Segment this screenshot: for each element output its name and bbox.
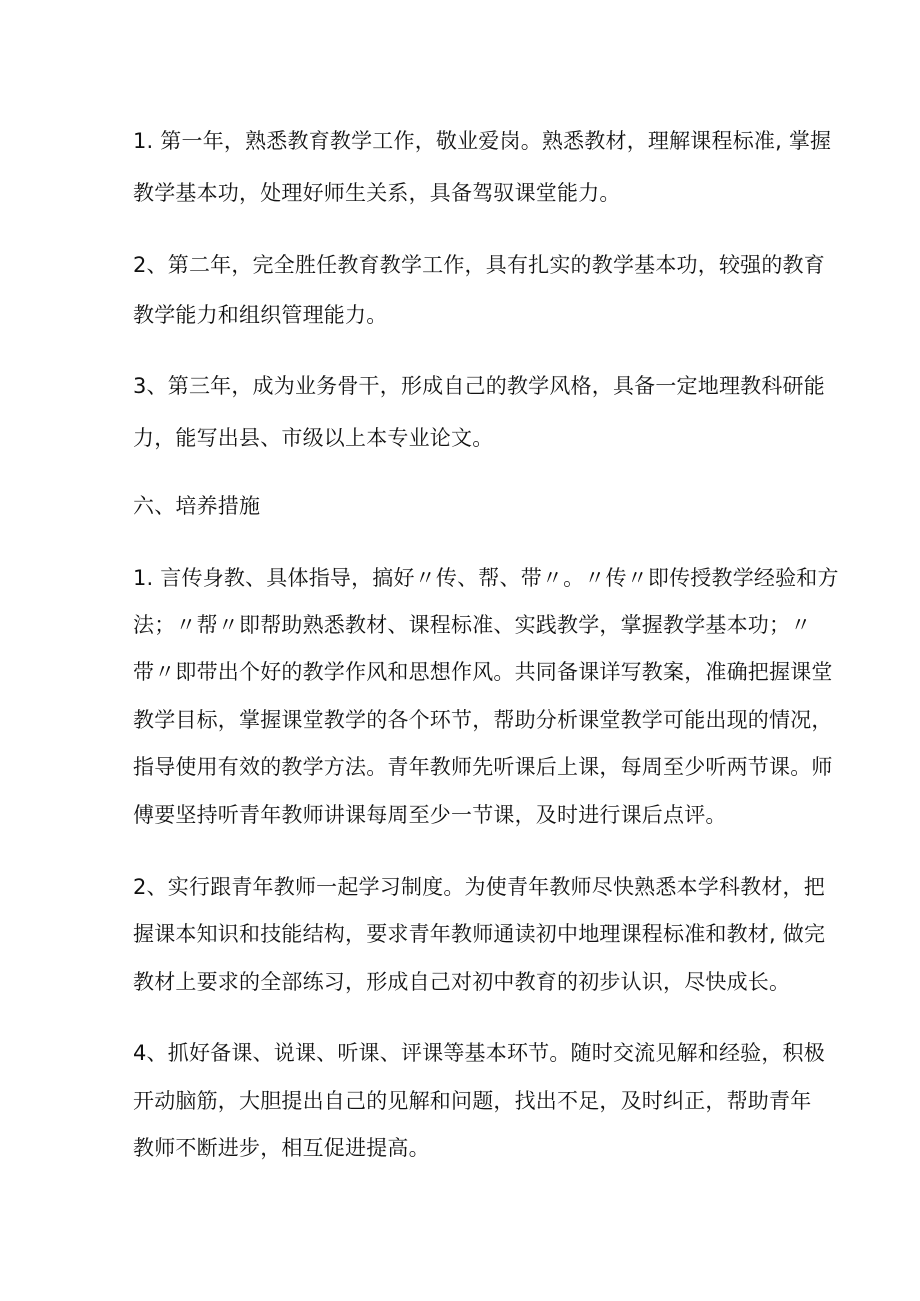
text-line: 4、抓好备课、说课、听课、评课等基本环节。随时交流见解和经验，积极: [133, 1041, 825, 1065]
text-line: 教学基本功，处理好师生关系，具备驾驭课堂能力。: [133, 181, 621, 205]
text-line: 带〃即带出个好的教学作风和思想作风。共同备课详写教案，准确把握课堂: [133, 660, 833, 684]
text-line: 教师不断进步，相互促进提高。: [133, 1136, 430, 1160]
text-line: 3、第三年，成为业务骨干，形成自己的教学风格，具备一定地理教科研能: [133, 374, 825, 398]
text-line: 法；〃帮〃即帮助熟悉教材、课程标准、实践教学，掌握教学基本功；〃: [133, 613, 812, 637]
text-line: 2、第二年，完全胜任教育教学工作，具有扎实的教学基本功，较强的教育: [133, 253, 825, 277]
text-line: 力，能写出县、市级以上本专业论文。: [133, 426, 494, 450]
text-line: 1. 第一年，熟悉教育教学工作，敬业爱岗。熟悉教材，理解课程标准, 掌握: [133, 129, 832, 153]
text-line: 教学目标，掌握课堂教学的各个环节，帮助分析课堂教学可能出现的情况，: [133, 708, 833, 732]
text-line: 教材上要求的全部练习，形成自己对初中教育的初步认识，尽快成长。: [133, 970, 791, 994]
text-line: 开动脑筋，大胆提出自己的见解和问题，找出不足，及时纠正，帮助青年: [133, 1089, 812, 1113]
text-line: 教学能力和组织管理能力。: [133, 303, 388, 327]
text-line: 握课本知识和技能结构，要求青年教师通读初中地理课程标准和教材, 做完: [133, 922, 826, 946]
section-heading: 六、培养措施: [133, 494, 261, 518]
text-line: 傅要坚持听青年教师讲课每周至少一节课，及时进行课后点评。: [133, 803, 727, 827]
text-line: 1. 言传身教、具体指导，搞好〃传、帮、带〃。〃传〃即传授教学经验和方: [133, 566, 839, 590]
text-line: 2、实行跟青年教师一起学习制度。为使青年教师尽快熟悉本学科教材，把: [133, 875, 825, 899]
text-line: 指导使用有效的教学方法。青年教师先听课后上课，每周至少听两节课。师: [133, 755, 833, 779]
